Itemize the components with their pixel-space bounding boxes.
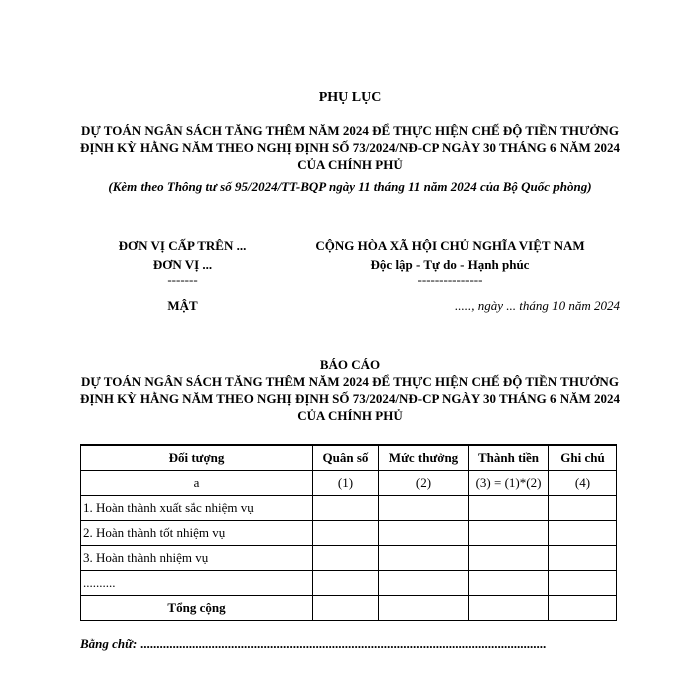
header-cell: Mức thưởng bbox=[379, 445, 469, 470]
document-subtitle: (Kèm theo Thông tư số 95/2024/TT-BQP ngày 11 tháng 11 năm 2024 của Bộ Quốc phòng) bbox=[108, 179, 592, 194]
table-row bbox=[81, 520, 617, 545]
budget-table bbox=[80, 444, 617, 621]
table-row bbox=[81, 570, 617, 595]
report-title: BÁO CÁO bbox=[319, 357, 381, 372]
table-cell bbox=[549, 545, 617, 570]
table-cell bbox=[379, 520, 469, 545]
nation-name: CỘNG HÒA XÃ HỘI CHỦ NGHĨA VIỆT NAM bbox=[315, 238, 585, 253]
row-label: 2. Hoàn thành tốt nhiệm vụ bbox=[81, 520, 313, 545]
row-label: .......... bbox=[81, 570, 313, 595]
date-line: ....., ngày ... tháng 10 năm 2024 bbox=[454, 298, 620, 313]
table-header-row bbox=[81, 445, 617, 470]
table-cell bbox=[469, 495, 549, 520]
report-body: DỰ TOÁN NGÂN SÁCH TĂNG THÊM NĂM 2024 ĐỂ THỰC HIỆN CHẾ ĐỘ TIỀN THƯỞNG ĐỊNH KỲ HẰNG NĂM THEO NGHỊ ĐỊNH SỐ 73/2024/NĐ-CP NGÀY 30 THÁNG 6 NĂM 2024 CỦA CHÍNH PHỦ bbox=[79, 374, 620, 423]
right-divider: --------------- bbox=[417, 272, 483, 287]
table-cell bbox=[549, 520, 617, 545]
row-label: 1. Hoàn thành xuất sắc nhiệm vụ bbox=[81, 495, 313, 520]
header-cell: Đối tượng bbox=[81, 445, 313, 470]
appendix-title: PHỤ LỤC bbox=[318, 90, 382, 105]
table-cell bbox=[549, 495, 617, 520]
table-code-row bbox=[81, 470, 617, 495]
table-cell bbox=[379, 570, 469, 595]
table-cell bbox=[469, 520, 549, 545]
code-cell: (1) bbox=[313, 470, 379, 495]
table-cell bbox=[469, 570, 549, 595]
left-divider: ------- bbox=[167, 272, 198, 287]
table-cell bbox=[379, 545, 469, 570]
table-cell bbox=[379, 595, 469, 620]
code-cell: a bbox=[81, 470, 313, 495]
total-label: Tổng cộng bbox=[81, 595, 313, 620]
table-cell bbox=[313, 570, 379, 595]
code-cell: (4) bbox=[549, 470, 617, 495]
table-cell bbox=[549, 570, 617, 595]
header-cell: Quân số bbox=[313, 445, 379, 470]
header-cell: Ghi chú bbox=[549, 445, 617, 470]
table-row bbox=[81, 495, 617, 520]
table-cell bbox=[313, 520, 379, 545]
unit-name: ĐƠN VỊ ... bbox=[152, 257, 213, 272]
superior-unit: ĐƠN VỊ CẤP TRÊN ... bbox=[118, 238, 247, 253]
row-label: 3. Hoàn thành nhiệm vụ bbox=[81, 545, 313, 570]
table-cell bbox=[313, 495, 379, 520]
table-cell bbox=[549, 595, 617, 620]
table-cell bbox=[379, 495, 469, 520]
table-cell bbox=[469, 595, 549, 620]
table-cell bbox=[313, 545, 379, 570]
table-cell bbox=[469, 545, 549, 570]
code-cell: (3) = (1)*(2) bbox=[469, 470, 549, 495]
amount-in-words-line: Bằng chữ: ............................................................................................................................. bbox=[80, 636, 547, 651]
table-total-row bbox=[81, 595, 617, 620]
table-row bbox=[81, 545, 617, 570]
header-cell: Thành tiền bbox=[469, 445, 549, 470]
code-cell: (2) bbox=[379, 470, 469, 495]
report-block bbox=[70, 356, 630, 424]
classification-label: MẬT bbox=[167, 298, 198, 313]
document-heading: DỰ TOÁN NGÂN SÁCH TĂNG THÊM NĂM 2024 ĐỂ THỰC HIỆN CHẾ ĐỘ TIỀN THƯỞNG ĐỊNH KỲ HẰNG NĂM THEO NGHỊ ĐỊNH SỐ 73/2024/NĐ-CP NGÀY 30 THÁNG 6 NĂM 2024 CỦA CHÍNH PHỦ bbox=[79, 123, 620, 172]
table-cell bbox=[313, 595, 379, 620]
national-motto: Độc lập - Tự do - Hạnh phúc bbox=[370, 257, 530, 272]
